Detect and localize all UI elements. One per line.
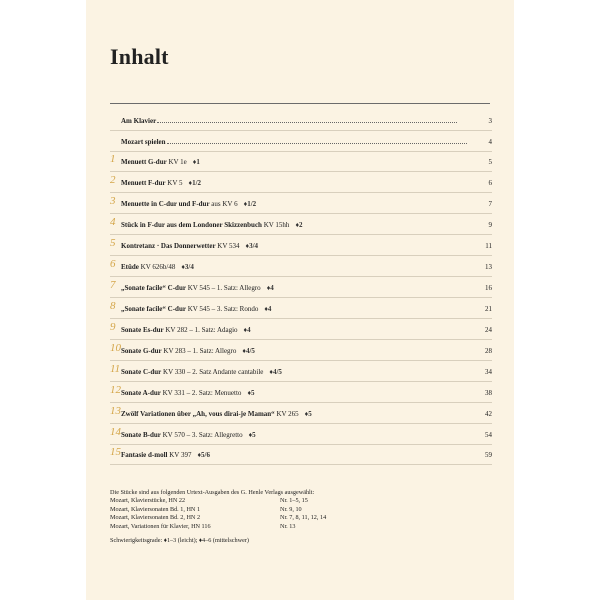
entry-title: Sonate C-dur — [121, 368, 162, 376]
page-number: 24 — [485, 326, 492, 334]
entry-text — [121, 344, 470, 358]
difficulty-marker: ♦1/2 — [188, 179, 202, 187]
source-numbers: Nr. 1–5, 15 — [280, 497, 308, 505]
entry-title: „Sonate facile“ C-dur — [121, 284, 186, 292]
entry-number: 6 — [110, 258, 116, 270]
entry-number: 13 — [110, 405, 121, 417]
leader-dots — [157, 122, 457, 123]
entry-number: 14 — [110, 426, 121, 438]
row-divider — [110, 339, 492, 340]
page-number: 11 — [485, 242, 492, 250]
row-divider — [110, 318, 492, 319]
toc-entry[interactable] — [110, 114, 492, 128]
row-divider — [110, 444, 492, 445]
source-numbers: Nr. 13 — [280, 522, 296, 530]
row-divider — [110, 276, 492, 277]
entry-text — [121, 302, 470, 316]
entry-number: 11 — [110, 363, 121, 375]
difficulty-marker: ♦5 — [247, 389, 255, 397]
footer-intro: Die Stücke sind aus folgenden Urtext-Ausgaben des G. Henle Verlags ausgewählt: — [110, 489, 315, 496]
difficulty-marker: ♦4 — [264, 305, 272, 313]
row-divider — [110, 130, 492, 131]
page-number: 3 — [488, 117, 492, 125]
entry-subtitle: KV 283 – 1. Satz: Allegro — [161, 347, 237, 355]
entry-number: 8 — [110, 300, 116, 312]
toc-entry[interactable] — [110, 176, 492, 190]
page-number: 34 — [485, 368, 492, 376]
toc-entry[interactable] — [110, 344, 492, 358]
entry-subtitle: KV 5 — [165, 179, 183, 187]
entry-title: Am Klavier — [121, 117, 157, 125]
entry-text — [121, 114, 470, 128]
row-divider — [110, 297, 492, 298]
entry-subtitle: KV 626b/48 — [138, 263, 176, 271]
entry-subtitle: KV 534 — [215, 242, 240, 250]
page-number: 28 — [485, 347, 492, 355]
entry-subtitle: aus KV 6 — [209, 200, 238, 208]
entry-number: 1 — [110, 153, 116, 165]
row-divider — [110, 171, 492, 172]
difficulty-marker: ♦2 — [295, 221, 303, 229]
source-list — [110, 497, 492, 531]
difficulty-note: Schwierigkeitsgrade: ♦1–3 (leicht); ♦4–6 (mittelschwer) — [110, 537, 249, 545]
entry-text — [121, 428, 470, 442]
entry-text — [121, 407, 470, 421]
entry-text — [121, 218, 470, 232]
entry-text — [121, 365, 470, 379]
entry-text — [121, 239, 470, 253]
row-divider — [110, 255, 492, 256]
row-divider — [110, 192, 492, 193]
entry-number: 12 — [110, 384, 121, 396]
source-edition: Mozart, Klaviersonaten Bd. 2, HN 2 — [110, 514, 201, 522]
entry-number: 7 — [110, 279, 116, 291]
row-divider — [110, 360, 492, 361]
page-number: 16 — [485, 284, 492, 292]
entry-title: „Sonate facile“ C-dur — [121, 305, 186, 313]
difficulty-marker: ♦5 — [304, 410, 312, 418]
difficulty-marker: ♦4/5 — [242, 347, 255, 355]
entry-text — [121, 176, 470, 190]
toc-entry[interactable] — [110, 281, 492, 295]
row-divider — [110, 234, 492, 235]
difficulty-marker: ♦4 — [243, 326, 251, 334]
entry-text — [121, 386, 470, 400]
toc-entry[interactable] — [110, 302, 492, 316]
entry-title: Sonate A-dur — [121, 389, 161, 397]
document-page — [86, 0, 514, 600]
source-numbers: Nr. 7, 8, 11, 12, 14 — [280, 514, 327, 522]
difficulty-marker: ♦1 — [192, 158, 200, 166]
page-number: 21 — [485, 305, 492, 313]
difficulty-marker: ♦5/6 — [197, 451, 210, 459]
entry-subtitle: KV 330 – 2. Satz Andante cantabile — [161, 368, 264, 376]
entry-title: Sonate G-dur — [121, 347, 162, 355]
entry-text — [121, 448, 470, 462]
toc-entry[interactable] — [110, 386, 492, 400]
page-number: 5 — [488, 158, 492, 166]
entry-subtitle: KV 282 – 1. Satz: Adagio — [163, 326, 238, 334]
entry-text — [121, 135, 470, 149]
page-number: 13 — [485, 263, 492, 271]
entry-title: Etüde — [121, 263, 139, 271]
toc-entry[interactable] — [110, 260, 492, 274]
difficulty-marker: ♦4/5 — [269, 368, 282, 376]
entry-subtitle: KV 397 — [167, 451, 192, 459]
row-divider — [110, 213, 492, 214]
source-line — [110, 506, 492, 514]
entry-number: 2 — [110, 174, 116, 186]
difficulty-marker: ♦3/4 — [245, 242, 259, 250]
toc-entry[interactable] — [110, 323, 492, 337]
source-line — [110, 497, 492, 505]
entry-title: Sonate B-dur — [121, 431, 161, 439]
page-number: 59 — [485, 451, 492, 459]
difficulty-marker: ♦3/4 — [181, 263, 194, 271]
entry-subtitle: KV 1e — [166, 158, 187, 166]
page-number: 7 — [488, 200, 492, 208]
source-edition: Mozart, Variationen für Klavier, HN 116 — [110, 522, 211, 530]
toc-entry[interactable] — [110, 428, 492, 442]
row-divider — [110, 151, 492, 152]
footer-notes — [110, 489, 492, 545]
entry-subtitle: KV 570 – 3. Satz: Allegretto — [160, 431, 243, 439]
entry-number: 4 — [110, 216, 116, 228]
entry-subtitle: KV 545 – 1. Satz: Allegro — [185, 284, 261, 292]
difficulty-marker: ♦1/2 — [243, 200, 257, 208]
entry-subtitle: KV 331 – 2. Satz: Menuetto — [160, 389, 242, 397]
entry-title: Zwölf Variationen über „Ah, vous dirai-je Maman“ — [121, 410, 275, 418]
entry-text — [121, 260, 470, 274]
row-divider — [110, 381, 492, 382]
row-divider — [110, 402, 492, 403]
difficulty-marker: ♦4 — [266, 284, 274, 292]
page-number: 42 — [485, 410, 492, 418]
toc-entry[interactable] — [110, 197, 492, 211]
leader-dots — [167, 143, 467, 144]
source-line — [110, 523, 492, 531]
entry-title: Kontretanz · Das Donnerwetter — [121, 242, 216, 250]
toc-entry[interactable] — [110, 448, 492, 462]
page-number: 4 — [488, 138, 492, 146]
entry-text — [121, 281, 470, 295]
toc-entry[interactable] — [110, 135, 492, 149]
entry-subtitle: KV 265 — [274, 410, 299, 418]
source-edition: Mozart, Klavierstücke, HN 22 — [110, 497, 186, 505]
toc-entry[interactable] — [110, 239, 492, 253]
row-divider — [110, 423, 492, 424]
toc-entry[interactable] — [110, 407, 492, 421]
entry-subtitle: KV 15hh — [261, 221, 290, 229]
source-edition: Mozart, Klaviersonaten Bd. 1, HN 1 — [110, 505, 201, 513]
source-line — [110, 514, 492, 522]
toc-entry[interactable] — [110, 365, 492, 379]
entry-number: 10 — [110, 342, 121, 354]
entry-number: 3 — [110, 195, 116, 207]
entry-text — [121, 155, 470, 169]
entry-number: 9 — [110, 321, 116, 333]
entry-title: Stück in F-dur aus dem Londoner Skizzenbuch — [121, 221, 262, 229]
entry-title: Fantasie d-moll — [121, 451, 168, 459]
entry-title: Menuett F-dur — [121, 179, 166, 187]
entry-text — [121, 323, 470, 337]
entry-title: Mozart spielen — [121, 138, 166, 146]
page-number: 6 — [488, 179, 492, 187]
entry-title: Menuett G-dur — [121, 158, 167, 166]
toc-entry[interactable] — [110, 155, 492, 169]
title-rule — [110, 103, 490, 104]
source-numbers: Nr. 9, 10 — [280, 505, 302, 513]
entry-text — [121, 197, 470, 211]
row-divider — [110, 464, 492, 465]
entry-subtitle: KV 545 – 3. Satz: Rondo — [185, 305, 259, 313]
toc-entry[interactable] — [110, 218, 492, 232]
entry-number: 15 — [110, 446, 121, 458]
page-title: Inhalt — [110, 44, 169, 69]
entry-number: 5 — [110, 237, 116, 249]
page-number: 38 — [485, 389, 492, 397]
difficulty-marker: ♦5 — [248, 431, 256, 439]
entry-title: Sonate Es-dur — [121, 326, 164, 334]
page-number: 9 — [488, 221, 492, 229]
page-number: 54 — [485, 431, 492, 439]
entry-title: Menuette in C-dur und F-dur — [121, 200, 210, 208]
